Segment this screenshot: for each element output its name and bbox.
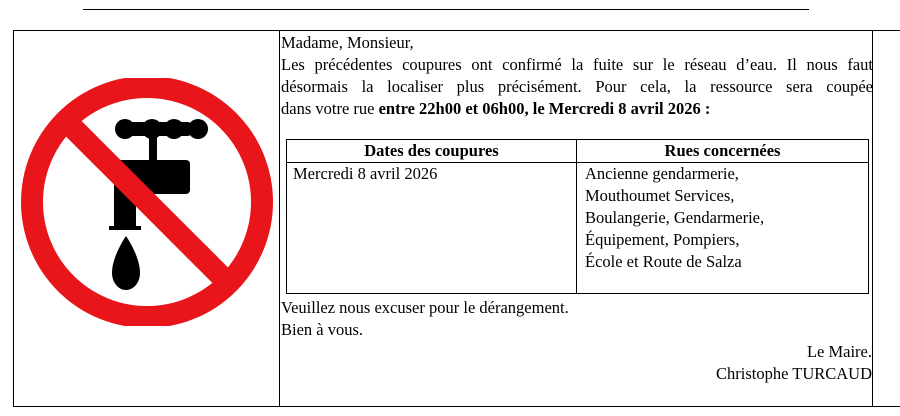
streets-cell [577,163,869,294]
intro-line-3 [281,98,873,120]
column-divider [279,30,280,406]
intro-line-2: désormais la localiser plus précisément. Pour cela, la ressource sera coupée [281,77,873,96]
intro-text: dans votre rue [281,99,379,118]
letter-body [281,32,873,120]
table-header-row [287,140,869,163]
cut-hours: entre 22h00 et 06h00 [378,99,525,118]
closing [281,297,569,341]
cuts-table [286,139,869,294]
header-streets: Rues concernées [577,140,869,163]
sign-name: Christophe TURCAUD [716,364,872,383]
top-divider [83,9,809,10]
closing-apology: Veuillez nous excuser pour le dérangement. [281,298,569,317]
salutation: Madame, Monsieur, [281,33,414,52]
no-water-tap-icon [18,78,276,326]
signature [716,341,872,385]
street-item: École et Route de Salza [585,252,742,271]
table-row [287,163,869,294]
street-item: Équipement, Pompiers, [585,230,740,249]
cut-date: le Mercredi 8 avril 2026 : [532,99,711,118]
sign-title: Le Maire. [806,342,872,361]
intro-line-1: Les précédentes coupures ont confirmé la fuite sur le réseau d’eau. Il nous faut [281,55,873,74]
closing-regards: Bien à vous. [281,320,364,339]
street-item: Boulangerie, Gendarmerie, [585,208,765,227]
water-drop-icon [112,236,140,290]
street-item: Ancienne gendarmerie, [585,164,739,183]
intro-sep: , [524,99,533,118]
header-dates: Dates des coupures [287,140,577,163]
street-item: Mouthoumet Services, [585,186,735,205]
cut-date-cell: Mercredi 8 avril 2026 [287,163,577,294]
